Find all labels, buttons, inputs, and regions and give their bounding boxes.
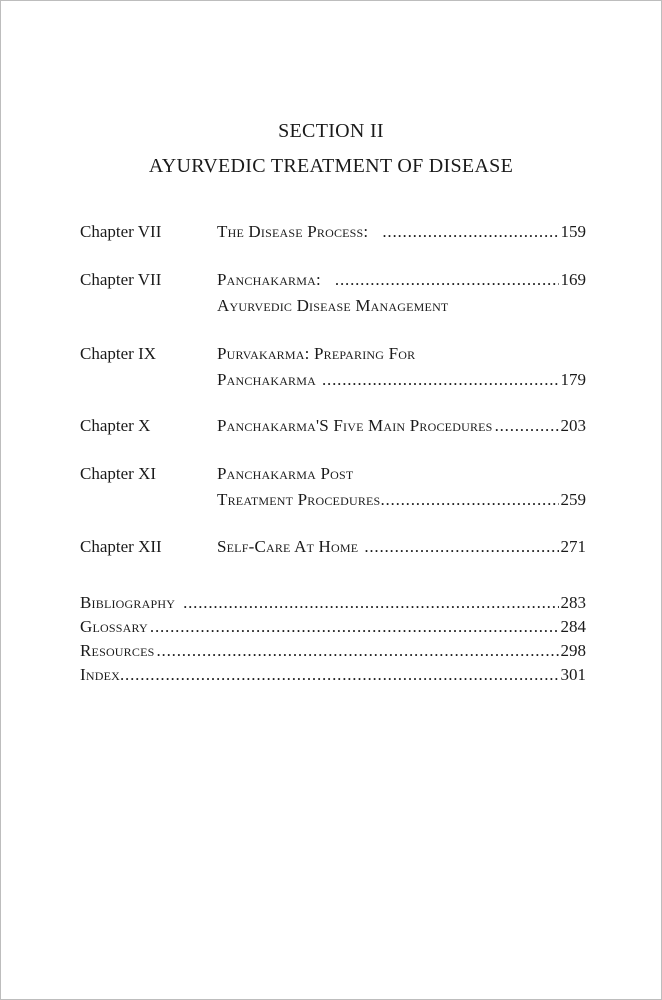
chapter-label: Chapter VII xyxy=(80,270,162,289)
chapter-title-line xyxy=(217,535,586,559)
dot-leader xyxy=(157,639,559,663)
dot-leader xyxy=(495,414,559,438)
chapter-label: Chapter XII xyxy=(80,537,162,556)
page-number: 298 xyxy=(560,641,586,660)
page-number: 271 xyxy=(560,537,586,556)
chapter-title-line xyxy=(217,368,586,392)
dot-leader xyxy=(335,268,559,292)
page-number: 179 xyxy=(560,370,586,389)
page-number: 259 xyxy=(560,490,586,509)
page-number: 301 xyxy=(560,665,586,684)
chapter-label: Chapter VII xyxy=(80,222,162,241)
chapter-label: Chapter IX xyxy=(80,344,157,363)
dot-leader xyxy=(120,663,559,687)
dot-leader xyxy=(364,535,558,559)
back-matter-title: Bibliography xyxy=(80,593,176,612)
page-number: 159 xyxy=(560,222,586,241)
chapter-title: Purvakarma: Preparing For xyxy=(217,344,416,363)
back-matter-title: Resources xyxy=(80,641,155,660)
dot-leader xyxy=(380,488,558,512)
chapter-title: Panchakarma: xyxy=(217,270,321,289)
page-number: 169 xyxy=(560,270,586,289)
chapter-title-line xyxy=(217,220,586,244)
chapter-title: Panchakarma Post xyxy=(217,464,354,483)
toc-entry-resources[interactable] xyxy=(80,639,586,663)
chapter-subtitle: Panchakarma xyxy=(217,370,316,389)
toc-entry-index[interactable] xyxy=(80,663,586,687)
page-number: 203 xyxy=(560,416,586,435)
back-matter-title: Glossary xyxy=(80,617,148,636)
chapter-label: Chapter XI xyxy=(80,464,157,483)
chapter-title-line xyxy=(217,294,586,318)
toc-entry-bibliography[interactable] xyxy=(80,591,586,615)
section-label: SECTION II xyxy=(278,120,384,142)
back-matter-title: Index xyxy=(80,665,120,684)
chapter-title: The Disease Process: xyxy=(217,222,369,241)
chapter-title-line xyxy=(217,414,586,438)
chapter-label: Chapter X xyxy=(80,416,151,435)
page-number: 284 xyxy=(560,617,586,636)
dot-leader xyxy=(322,368,559,392)
dot-leader xyxy=(150,615,559,639)
chapter-title-line xyxy=(217,462,586,486)
chapter-subtitle: Treatment Procedures xyxy=(217,490,381,509)
chapter-title: Panchakarma'S Five Main Procedures xyxy=(217,416,493,435)
chapter-title-line xyxy=(217,342,586,366)
dot-leader xyxy=(382,220,558,244)
chapter-title-line xyxy=(217,488,586,512)
section-title: AYURVEDIC TREATMENT OF DISEASE xyxy=(148,155,514,177)
chapter-title-line xyxy=(217,268,586,292)
chapter-subtitle: Ayurvedic Disease Management xyxy=(217,296,449,315)
chapter-title: Self-Care At Home xyxy=(217,537,359,556)
toc-entry-glossary[interactable] xyxy=(80,615,586,639)
dot-leader xyxy=(183,591,558,615)
page-number: 283 xyxy=(560,593,586,612)
